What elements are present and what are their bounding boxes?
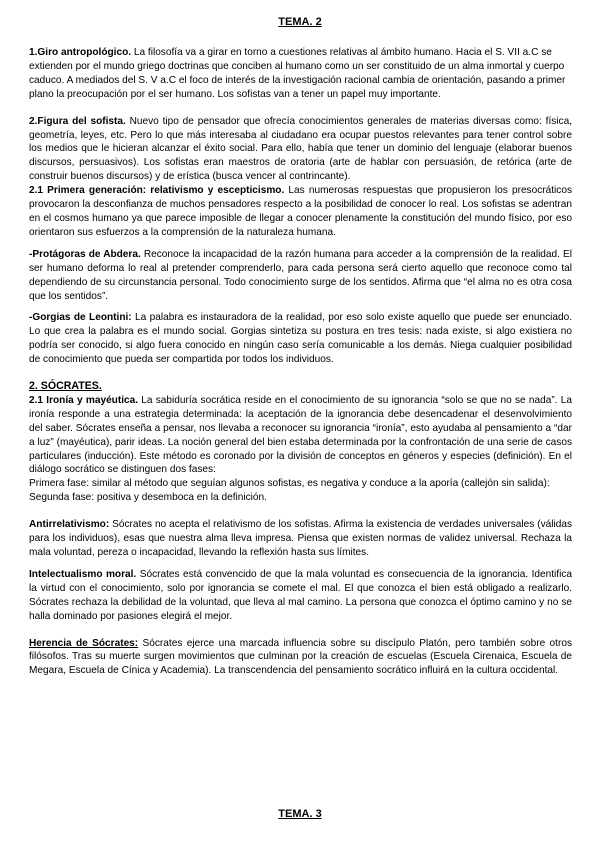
paragraph-segunda-fase: Segunda fase: positiva y desemboca en la definición. <box>29 492 267 504</box>
text-figura-sofista: Nuevo tipo de pensador que ofrecía conocimientos generales de materias diversas como: física, geometría, leyes, etc. Pero lo que más interesaba al ciudadano era ocupar puestos relevantes para tener control sobre los medios que le hicieran alcanzar el éxito social. Para ello, había que tener un dominio del lenguaje (elaborar buenos discursos, persuasivos). Los sofistas eran maestros de oratoria (arte de hablar con persuasión, de retórica (arte de construir buenos discursos) y de erística (busca vencer al contrincante). <box>29 115 572 183</box>
text-ironia-mayeutica: La sabiduría socrática reside en el conocimiento de su ignorancia “solo se que no se nada”. La ironía responde a una estrategia determinada: la aceptación de la ignorancia debe desencadenar el desenvolvimiento del saber. Sócrates enseña a pensar, nos llevaba a reconocer su ignorancia “ironía”, esto ayudaba al pensamiento a “dar a luz” (mayéutica), parir ideas. La noción general del bien estaba determinada por la confrontación de una serie de casos particulares (inducción). Este método es coronado por la división de conceptos en géneros y especies (definición). En el diálogo socrático se distinguen dos fases: <box>29 394 572 476</box>
paragraph-giro-antropologico <box>29 46 572 102</box>
document-body <box>29 46 572 678</box>
heading-antirrelativismo: Antirrelativismo: <box>29 519 110 531</box>
paragraph-ironia-mayeutica <box>29 394 572 477</box>
page-title-top: TEMA. 2 <box>278 16 322 28</box>
heading-gorgias: -Gorgias de Leontini: <box>29 312 132 324</box>
page-title-bottom: TEMA. 3 <box>278 808 322 820</box>
text-giro-antropologico: La filosofía va a girar en torno a cuestiones relativas al ámbito humano. Hacia el S. VII a.C se extienden por el mundo griego doctrinas que conciben al humano como un ser constituido de un alma inmortal y cuerpo caduco. A mediados del S. V a.C el foco de interés de la investigación racional cambia de orientación, pasando a primer plano la preocupación por el ser humano. Los sofistas van a tener un papel muy importante. <box>29 47 566 100</box>
paragraph-primera-fase: Primera fase: similar al método que seguían algunos sofistas, es negativa y conduce a la aporía (callejón sin salida): <box>29 478 550 490</box>
text-intelectualismo-moral: Sócrates está convencido de que la mala voluntad es consecuencia de la ignorancia. Identifica la virtud con el conocimiento, solo por ignorancia se comete el mal. El que conozca el bien está obligado a realizarlo. Sócrates rechaza la debilidad de la voluntad, que lleva al mal camino. La persona que conozca el óptimo camino y no se halla dominado por pasiones elegirá el mejor. <box>29 568 573 622</box>
paragraph-herencia-socrates <box>29 637 572 679</box>
text-gorgias: La palabra es instauradora de la realidad, por eso solo existe aquello que puede ser enunciado. Lo que crea la palabra es el mundo social. Gorgias sintetiza su postura en tres tesis: nada existe, si algo existiera no podría ser conocido, si algo fuera conocido en ningún caso sería comunicable a los demás. Niega cualquier posibilidad de conocimiento que pueda ser compartida por todos los individuos. <box>29 312 572 366</box>
heading-ironia-mayeutica: 2.1 Ironía y mayéutica. <box>29 394 139 406</box>
paragraph-antirrelativismo <box>29 518 572 560</box>
text-herencia-socrates: Sócrates ejerce una marcada influencia sobre su discípulo Platón, pero también sobre otros filósofos. Tras su muerte surgen movimientos que culminan por la creación de escuelas (Escuela Cirenaica, Escuela de Megara, Escuela de Cínica y Academia). La transcendencia del pensamiento socrático influirá en la cultura occidental. <box>29 637 572 677</box>
heading-intelectualismo-moral: Intelectualismo moral. <box>29 568 137 580</box>
heading-figura-sofista: 2.Figura del sofista. <box>29 115 126 127</box>
heading-herencia-socrates: Herencia de Sócrates: <box>29 637 139 649</box>
section-title-socrates: 2. SÓCRATES. <box>29 380 102 393</box>
text-antirrelativismo: Sócrates no acepta el relativismo de los sofistas. Afirma la existencia de verdades universales (válidas para los individuos), esas que nuestra alma lleva impresa. Piensa que existen normas de validez universal. Rechaza la mala voluntad, pereza o incapacidad, llevando la reflexión hasta sus límites. <box>29 519 572 558</box>
paragraph-intelectualismo-moral <box>29 568 572 624</box>
text-protagoras: Reconoce la incapacidad de la razón humana para acceder a la comprensión de la realidad. El ser humano deforma lo real al pretender comprenderlo, para cada persona será cierto aquello que reconoce como tal dependiendo de su circunstancia personal. Todo conocimiento surge de los sentidos. Afirma que “el alma no es otra cosa que los sentidos”. <box>29 248 572 302</box>
section-heading-socrates <box>29 380 572 394</box>
paragraph-figura-sofista <box>29 115 572 185</box>
paragraph-protagoras <box>29 248 572 304</box>
text-primera-generacion: Las numerosas respuestas que propusieron los presocráticos provocaron la desconfianza de muchos pensadores respecto a la posibilidad de conocer lo real. Los sofistas se adentran en el cosmos humano ya que parece imposible de llegar a conocer plenamente la constitución del mundo físico, por eso orientaron sus esfuerzos a la comprensión de la naturaleza humana. <box>29 185 572 238</box>
paragraph-primera-generacion <box>29 184 572 240</box>
heading-giro-antropologico: 1.Giro antropológico. <box>29 47 132 58</box>
paragraph-gorgias <box>29 311 572 367</box>
heading-primera-generacion: 2.1 Primera generación: relativismo y escepticismo. <box>29 185 285 197</box>
heading-protagoras: -Protágoras de Abdera. <box>29 248 141 260</box>
